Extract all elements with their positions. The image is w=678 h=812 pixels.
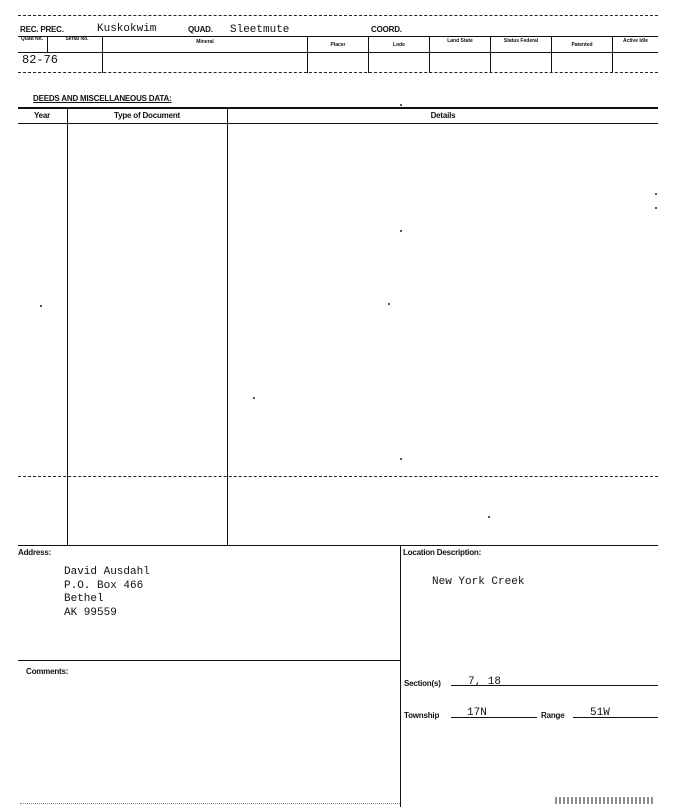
col-divider — [429, 36, 430, 73]
speck — [488, 516, 490, 518]
address-label: Address: — [18, 548, 52, 557]
scan-artifact — [555, 797, 655, 804]
section-value: 7, 18 — [468, 676, 502, 688]
deeds-col-details: Details — [430, 111, 456, 120]
col-divider — [612, 36, 613, 73]
bottom-scan-edge — [20, 803, 400, 804]
range-underline — [573, 717, 658, 718]
col-divider — [47, 36, 48, 53]
deeds-bottom-rule — [18, 545, 658, 546]
speck — [400, 230, 402, 232]
speck — [388, 303, 390, 305]
speck — [253, 397, 255, 399]
address-line-4: AK 99559 — [64, 606, 117, 619]
col-serial-no: Serial No. — [65, 36, 89, 42]
address-line-2: P.O. Box 466 — [64, 579, 144, 592]
township-underline — [451, 717, 537, 718]
rec-prec-label: REC. PREC. — [20, 25, 64, 34]
address-line-3: Bethel — [64, 593, 104, 605]
col-lode: Lode — [393, 42, 405, 48]
speck — [400, 458, 402, 460]
col-land-status-state: Land State — [447, 38, 473, 44]
range-label: Range — [541, 711, 565, 720]
speck — [40, 305, 42, 307]
col-active-idle: Active Idle — [622, 38, 648, 44]
deeds-mid-rule — [18, 476, 658, 477]
section-underline — [451, 685, 658, 686]
coord-label: COORD. — [371, 25, 402, 34]
quad-label: QUAD. — [188, 25, 213, 34]
deeds-col-type: Type of Document — [114, 111, 180, 120]
col-patented: Patented — [571, 42, 593, 48]
deeds-divider-type — [227, 107, 228, 545]
location-label: Location Description: — [403, 548, 482, 557]
deeds-divider-year — [67, 107, 68, 545]
quad-no-value: 82-76 — [22, 53, 59, 67]
location-value: New York Creek — [432, 576, 525, 588]
speck — [655, 207, 657, 209]
deeds-title: DEEDS AND MISCELLANEOUS DATA: — [33, 94, 172, 103]
comments-label: Comments: — [26, 667, 69, 676]
top-edge-rule — [18, 15, 658, 16]
col-quad-no: Quad No. — [20, 36, 44, 42]
col-status-federal: Status Federal — [503, 38, 539, 44]
col-divider — [551, 36, 552, 73]
speck — [400, 104, 402, 106]
column-header-rule — [18, 52, 658, 53]
township-value: 17N — [467, 707, 487, 719]
address-bottom-rule — [18, 660, 400, 661]
section-label: Section(s) — [404, 679, 441, 688]
col-mineral: Mineral — [196, 39, 214, 45]
col-divider — [307, 36, 308, 73]
speck — [655, 193, 657, 195]
deeds-top-rule — [18, 107, 658, 109]
address-block — [64, 566, 150, 620]
quad-value: Sleetmute — [230, 24, 290, 36]
rec-prec-value: Kuskokwim — [97, 23, 157, 35]
lower-divider — [400, 545, 401, 807]
township-label: Township — [404, 711, 440, 720]
top-table-bottom-rule — [18, 72, 658, 73]
col-placer: Placer — [330, 42, 346, 48]
col-divider — [368, 36, 369, 73]
range-value: 51W — [590, 707, 610, 719]
deeds-col-year: Year — [33, 111, 51, 120]
deeds-header-rule — [18, 123, 658, 124]
col-divider — [490, 36, 491, 73]
address-line-1: David Ausdahl — [64, 566, 150, 578]
col-divider — [102, 36, 103, 73]
header-rule — [18, 36, 658, 37]
